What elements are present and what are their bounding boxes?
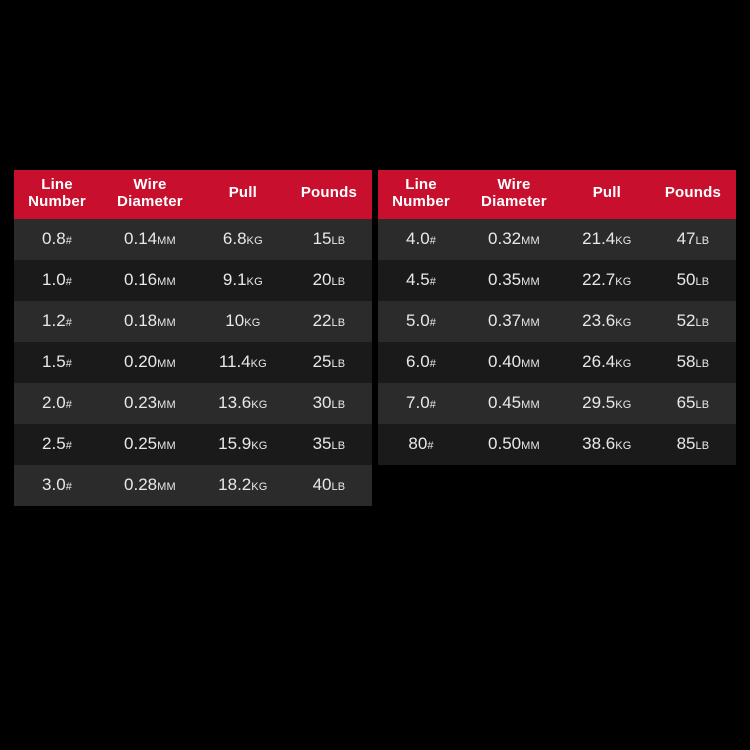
unit-pounds: LB <box>695 316 710 329</box>
header-line-number-l1: Line <box>405 176 437 193</box>
table-row <box>14 465 372 506</box>
value-pounds: 58 <box>676 351 696 371</box>
value-diameter: 0.37 <box>488 310 522 330</box>
unit-line-number: # <box>427 439 434 452</box>
header-wire-diameter-l1: Wire <box>497 176 531 193</box>
unit-pounds: LB <box>695 398 710 411</box>
cell-diameter <box>100 260 200 301</box>
cell-diameter <box>100 424 200 465</box>
value-pounds: 65 <box>676 392 696 412</box>
tables-container <box>14 170 736 506</box>
value-line-number: 7.0 <box>406 392 430 412</box>
unit-pull: KG <box>244 316 261 329</box>
cell-diameter <box>464 342 564 383</box>
right-spec-table <box>378 170 736 465</box>
value-diameter: 0.14 <box>124 228 158 248</box>
unit-pull: KG <box>251 439 268 452</box>
unit-line-number: # <box>65 357 73 370</box>
unit-diameter: MM <box>157 480 176 493</box>
unit-diameter: MM <box>521 439 540 452</box>
value-line-number: 2.0 <box>42 392 66 412</box>
unit-line-number: # <box>65 275 73 288</box>
value-pull: 38.6 <box>582 433 616 453</box>
unit-pounds: LB <box>331 357 346 370</box>
value-pull: 22.7 <box>582 269 616 289</box>
cell-diameter <box>464 219 564 260</box>
unit-diameter: MM <box>157 234 176 247</box>
value-diameter: 0.18 <box>124 310 158 330</box>
value-line-number: 4.5 <box>406 269 430 289</box>
cell-line-number <box>14 465 100 506</box>
header-pounds <box>286 170 372 219</box>
cell-diameter <box>100 465 200 506</box>
cell-diameter <box>100 219 200 260</box>
cell-pounds <box>650 424 736 465</box>
value-diameter: 0.20 <box>124 351 158 371</box>
unit-line-number: # <box>65 480 73 493</box>
unit-diameter: MM <box>157 275 176 288</box>
unit-pull: KG <box>615 316 632 329</box>
unit-pounds: LB <box>331 398 346 411</box>
header-pounds-l1: Pounds <box>300 184 358 202</box>
cell-pounds <box>286 424 372 465</box>
header-wire-diameter-l2: Diameter <box>117 192 183 210</box>
cell-diameter <box>100 383 200 424</box>
value-pounds: 40 <box>312 474 332 494</box>
cell-pull <box>200 465 286 506</box>
value-pull: 29.5 <box>582 392 616 412</box>
value-line-number: 1.0 <box>42 269 66 289</box>
cell-line-number <box>14 301 100 342</box>
cell-pull <box>200 301 286 342</box>
value-line-number: 5.0 <box>406 310 430 330</box>
cell-diameter <box>100 301 200 342</box>
cell-diameter <box>464 383 564 424</box>
header-wire-diameter-l1: Wire <box>133 176 167 193</box>
value-diameter: 0.35 <box>488 269 522 289</box>
value-line-number: 6.0 <box>406 351 430 371</box>
cell-pull <box>564 260 650 301</box>
unit-line-number: # <box>65 234 73 247</box>
header-line-number <box>378 170 464 219</box>
cell-pull <box>564 301 650 342</box>
cell-pull <box>200 424 286 465</box>
value-pull: 23.6 <box>582 310 616 330</box>
unit-pounds: LB <box>695 234 710 247</box>
unit-pull: KG <box>246 234 263 247</box>
unit-line-number: # <box>429 398 437 411</box>
value-line-number: 4.0 <box>406 228 430 248</box>
value-pounds: 30 <box>312 392 332 412</box>
value-pounds: 52 <box>676 310 696 330</box>
table-row <box>14 424 372 465</box>
value-diameter: 0.25 <box>124 433 158 453</box>
unit-pull: KG <box>615 357 632 370</box>
value-pounds: 47 <box>676 228 696 248</box>
cell-line-number <box>378 260 464 301</box>
header-pounds-l1: Pounds <box>664 184 722 202</box>
table-row <box>14 383 372 424</box>
cell-line-number <box>378 424 464 465</box>
header-pull <box>200 170 286 219</box>
table-row <box>378 260 736 301</box>
value-diameter: 0.50 <box>488 433 522 453</box>
table-row <box>14 219 372 260</box>
unit-diameter: MM <box>521 316 540 329</box>
unit-line-number: # <box>429 275 437 288</box>
value-pull: 15.9 <box>218 433 252 453</box>
cell-pull <box>200 342 286 383</box>
unit-line-number: # <box>429 316 437 329</box>
value-diameter: 0.40 <box>488 351 522 371</box>
cell-diameter <box>464 424 564 465</box>
unit-pull: KG <box>615 234 632 247</box>
value-line-number: 1.2 <box>42 310 66 330</box>
cell-pounds <box>650 342 736 383</box>
cell-line-number <box>378 342 464 383</box>
unit-pull: KG <box>615 275 632 288</box>
cell-line-number <box>378 219 464 260</box>
value-diameter: 0.45 <box>488 392 522 412</box>
header-row <box>14 170 372 219</box>
cell-pounds <box>286 383 372 424</box>
table-row <box>14 260 372 301</box>
unit-diameter: MM <box>521 234 540 247</box>
unit-pull: KG <box>615 439 632 452</box>
header-wire-diameter <box>464 170 564 219</box>
table-row <box>378 383 736 424</box>
unit-diameter: MM <box>521 275 540 288</box>
unit-line-number: # <box>65 439 73 452</box>
header-line-number <box>14 170 100 219</box>
header-pull-l1: Pull <box>592 184 622 202</box>
cell-pull <box>564 383 650 424</box>
cell-line-number <box>378 383 464 424</box>
cell-pounds <box>650 383 736 424</box>
value-line-number: 3.0 <box>42 474 66 494</box>
value-line-number: 80 <box>408 433 428 453</box>
value-pounds: 22 <box>312 310 332 330</box>
table-row <box>378 219 736 260</box>
unit-diameter: MM <box>157 316 176 329</box>
cell-pull <box>200 383 286 424</box>
unit-diameter: MM <box>157 357 176 370</box>
cell-pull <box>564 424 650 465</box>
cell-line-number <box>14 424 100 465</box>
header-line-number-l1: Line <box>41 176 73 193</box>
cell-diameter <box>464 260 564 301</box>
value-pull: 26.4 <box>582 351 616 371</box>
value-line-number: 0.8 <box>42 228 66 248</box>
left-spec-table <box>14 170 372 506</box>
cell-line-number <box>378 301 464 342</box>
value-line-number: 1.5 <box>42 351 66 371</box>
unit-line-number: # <box>65 398 73 411</box>
unit-pounds: LB <box>331 275 346 288</box>
unit-diameter: MM <box>157 398 176 411</box>
cell-pull <box>564 342 650 383</box>
cell-diameter <box>464 301 564 342</box>
table-row <box>378 301 736 342</box>
table-row <box>14 342 372 383</box>
cell-pounds <box>286 219 372 260</box>
table-row <box>14 301 372 342</box>
cell-pull <box>564 219 650 260</box>
unit-diameter: MM <box>157 439 176 452</box>
unit-pounds: LB <box>331 439 346 452</box>
value-pull: 10 <box>225 310 245 330</box>
value-pull: 6.8 <box>222 228 247 248</box>
table-row <box>378 424 736 465</box>
unit-pull: KG <box>251 480 268 493</box>
header-wire-diameter <box>100 170 200 219</box>
cell-pounds <box>650 219 736 260</box>
unit-diameter: MM <box>521 398 540 411</box>
header-row <box>378 170 736 219</box>
value-line-number: 2.5 <box>42 433 66 453</box>
cell-line-number <box>14 260 100 301</box>
left-table-header <box>14 170 372 219</box>
cell-pounds <box>286 465 372 506</box>
unit-pounds: LB <box>331 316 346 329</box>
unit-pounds: LB <box>695 439 710 452</box>
unit-diameter: MM <box>521 357 540 370</box>
unit-pull: KG <box>250 357 267 370</box>
value-pounds: 20 <box>312 269 332 289</box>
unit-pull: KG <box>251 398 268 411</box>
header-line-number-l2: Number <box>28 192 86 210</box>
value-diameter: 0.23 <box>124 392 158 412</box>
value-pull: 21.4 <box>582 228 616 248</box>
unit-pounds: LB <box>695 357 710 370</box>
unit-pounds: LB <box>331 234 346 247</box>
value-pounds: 50 <box>676 269 696 289</box>
value-diameter: 0.28 <box>124 474 158 494</box>
unit-pounds: LB <box>331 480 346 493</box>
cell-pounds <box>650 260 736 301</box>
header-line-number-l2: Number <box>392 192 450 210</box>
cell-line-number <box>14 342 100 383</box>
header-wire-diameter-l2: Diameter <box>481 192 547 210</box>
header-pull-l1: Pull <box>228 184 258 202</box>
right-table-header <box>378 170 736 219</box>
cell-line-number <box>14 219 100 260</box>
value-diameter: 0.32 <box>488 228 522 248</box>
value-pull: 13.6 <box>218 392 252 412</box>
value-pounds: 85 <box>676 433 696 453</box>
header-pounds <box>650 170 736 219</box>
value-diameter: 0.16 <box>124 269 158 289</box>
value-pounds: 35 <box>312 433 332 453</box>
unit-line-number: # <box>429 234 437 247</box>
cell-pull <box>200 219 286 260</box>
unit-line-number: # <box>65 316 73 329</box>
unit-pull: KG <box>615 398 632 411</box>
cell-pull <box>200 260 286 301</box>
unit-pounds: LB <box>695 275 710 288</box>
value-pounds: 25 <box>312 351 332 371</box>
header-pull <box>564 170 650 219</box>
unit-pull: KG <box>246 275 263 288</box>
cell-diameter <box>100 342 200 383</box>
cell-line-number <box>14 383 100 424</box>
cell-pounds <box>650 301 736 342</box>
cell-pounds <box>286 301 372 342</box>
value-pull: 11.4 <box>218 351 251 371</box>
unit-line-number: # <box>429 357 437 370</box>
value-pull: 9.1 <box>222 269 247 289</box>
left-table-body <box>14 219 372 506</box>
cell-pounds <box>286 342 372 383</box>
table-row <box>378 342 736 383</box>
cell-pounds <box>286 260 372 301</box>
value-pull: 18.2 <box>218 474 252 494</box>
value-pounds: 15 <box>312 228 332 248</box>
right-table-body <box>378 219 736 465</box>
